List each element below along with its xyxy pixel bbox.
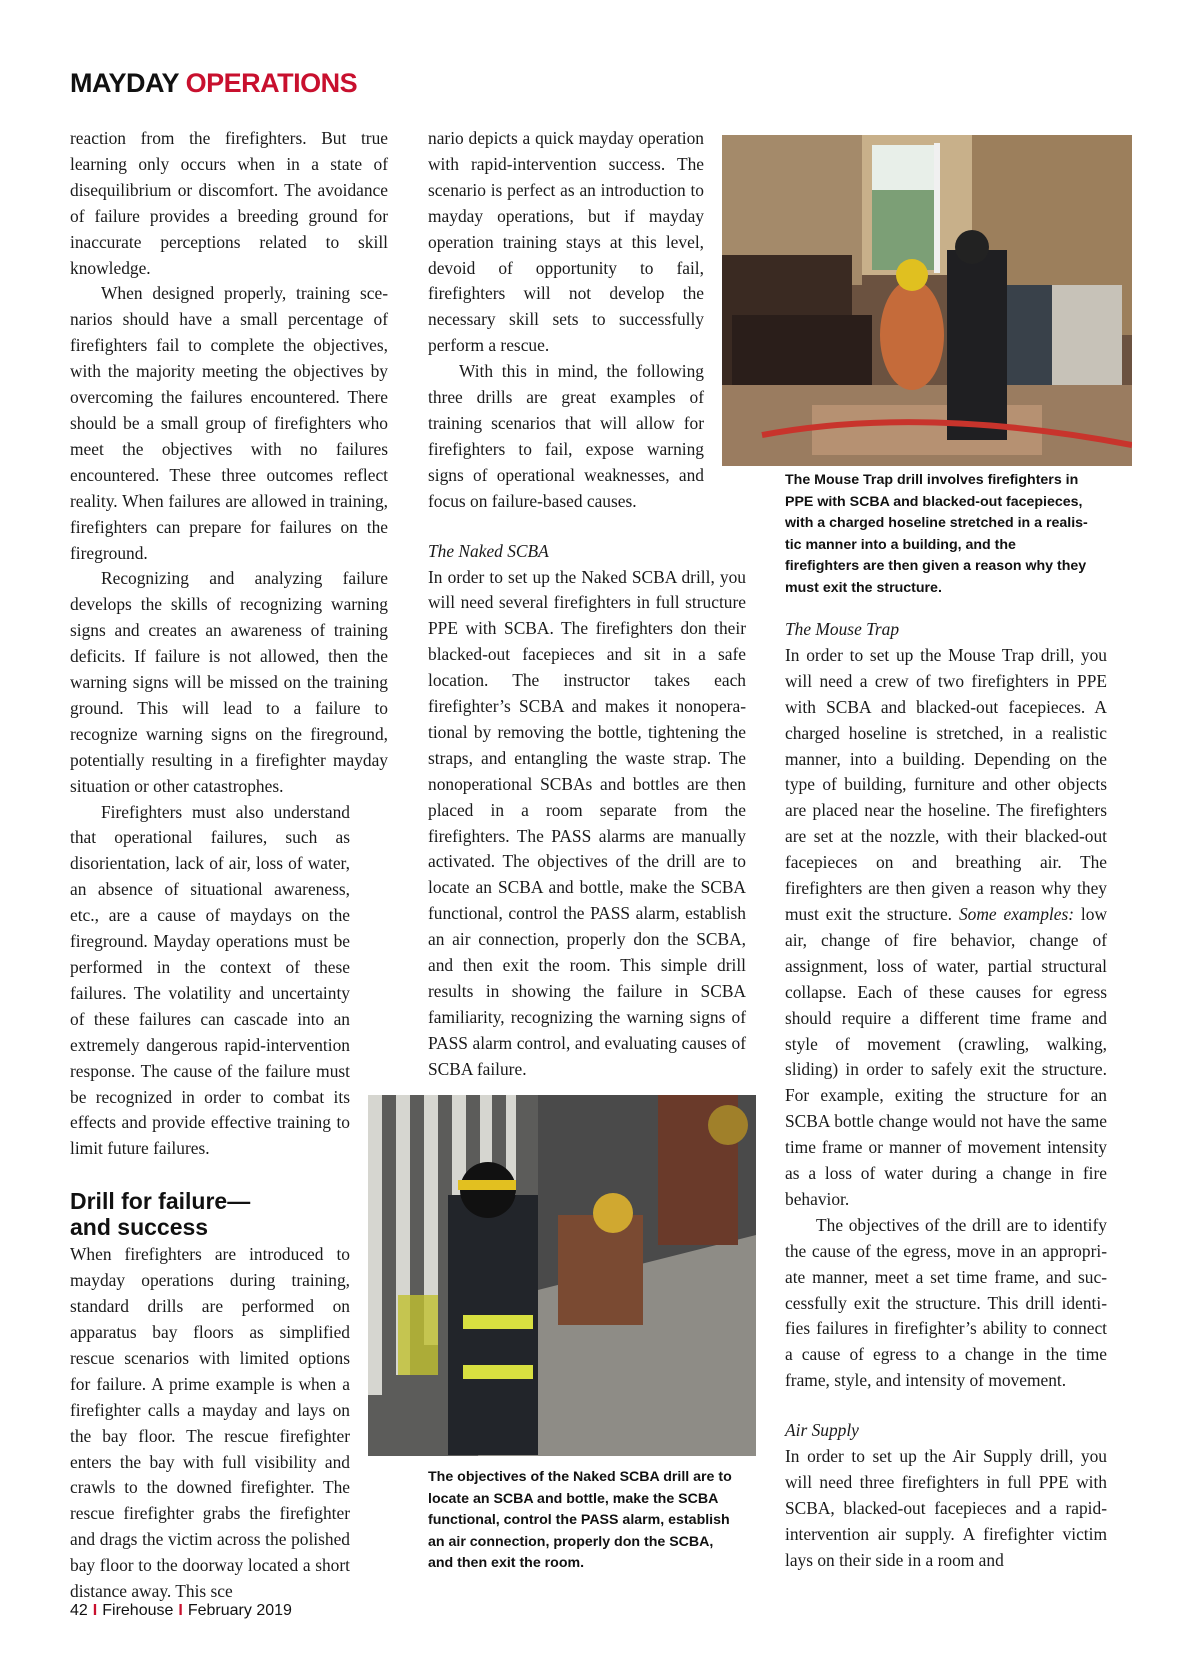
header-word-mayday: MAYDAY (70, 68, 179, 98)
body-emphasis: Some examples: (958, 903, 1075, 924)
footer-divider: I (178, 1602, 183, 1619)
body-text: In order to set up the Mouse Trap drill, you will need a crew of two firefighters in PPE with SCBA and blacked-out facepieces. A charged hoseline is stretched, in a realistic manner, into a building. Depending on the type of building, furniture and other objects are placed near the hoseline. The firefighters are set at the nozzle, with their blacked-out facepieces on and breathing air. The firefighters are then given a reason why they must exit the structure. (785, 644, 1107, 924)
section-header (70, 70, 357, 97)
magazine-name: Firehouse (102, 1602, 174, 1619)
body-paragraph: When firefighters are introduced to mayday operations during training, standard drills are performed on apparatus bay floors as simplified rescue scenarios with limited options for failure. A prime example is when a firefighter calls a mayday and lays on the bay floor. The rescue firefighter enters the bay with full visibility and crawls to the downed firefighter. The rescue firefighter grabs the firefighter and drags the victim across the polished bay floor to the doorway located a short distance away. This sce (70, 1244, 350, 1602)
body-paragraph: The objectives of the drill are to identify the cause of the egress, move in an appropriate manner, meet a set time frame, and successfully exit the structure. This drill identifies failures in firefighter’s ability to connect a cause of egress to a change in the time frame, style, and intensity of movement. (785, 1214, 1107, 1391)
page-footer (70, 1601, 292, 1621)
footer-divider: I (92, 1602, 98, 1619)
article-column-1 (70, 126, 388, 1605)
subheading-air-supply: Air Supply (785, 1420, 859, 1441)
body-paragraph: nario depicts a quick mayday operation with rapid-intervention success. The scenario is perfect as an introduction to mayday operations, but if mayday operation training stays at this level, devoid of opportunity to fail, firefighters will not develop the necessary skill sets to successfully perform a rescue. (428, 128, 704, 356)
section-heading: Drill for failure— and success (70, 1188, 251, 1241)
photo-naked-scba-image (368, 1095, 756, 1456)
body-paragraph: In order to set up the Air Supply drill, you will need three firefighters in full PPE with SCBA, blacked-out facepieces and a rapid-intervention air supply. A firefighter victim lays on their side in a room and (785, 1446, 1107, 1570)
issue-date: February 2019 (187, 1602, 292, 1619)
photo-mouse-trap-image (722, 135, 1132, 466)
body-paragraph: When designed properly, training scenarios should have a small percentage of firefighters fail to complete the objectives, with the majority meeting the objectives by overcoming the failures encountered. There should be a small group of firefighters who meet the objectives with no failures encountered. These three outcomes reflect reality. When failures are allowed in training, firefighters can prepare for failures on the fireground. (70, 283, 388, 563)
body-paragraph: Firefighters must also understand that operational failures, such as disorientation, lack of air, loss of water, an absence of situational awareness, etc., are a cause of maydays on the fireground. Mayday operations must be performed in the context of these failures. The volatility and uncertainty of these failures can cascade into an extremely dangerous rapid-intervention response. The cause of the failure must be recognized in order to combat its effects and provide effective training to limit future failures. (70, 801, 350, 1159)
page-number: 42 (70, 1602, 88, 1619)
body-paragraph: Recognizing and analyzing failure develops the skills of recognizing warning signs and creates an awareness of training deficits. If failure is not allowed, then the warning signs will be missed on the training ground. This will lead to a failure to recognize warning signs on the fireground, potentially resulting in a firefighter mayday situation or other catastrophes. (70, 568, 388, 796)
body-text: low air, change of fire behavior, change of assignment, loss of water, partial structural collapse. Each of these causes for egress should require a different time frame and style of movement (crawling, walking, sliding) in order to safely exit the structure. For example, exiting the structure for an SCBA bottle change would not have the same time frame or manner of movement intensity as a loss of water during a change in fire behavior. (785, 903, 1108, 1209)
photo-mouse-trap-drill (722, 135, 1132, 466)
header-word-operations: OPERATIONS (185, 68, 358, 98)
photo-caption-mouse-trap: The Mouse Trap drill involves firefighters in PPE with SCBA and blacked-out facepieces, with a charged hoseline stretched in a realistic manner into a building, and the firefighters are then given a reason why they must exit the structure. (785, 472, 1088, 596)
body-paragraph: In order to set up the Naked SCBA drill, you will need several firefighters in full structure PPE with SCBA. The firefighters don their blacked-out facepieces and sit in a safe location. The instructor takes each firefighter’s SCBA and makes it nonoperational by removing the bottle, tightening the straps, and entangling the waste strap. The nonoperational SCBAs and bottles are then placed in a room separate from the firefighters. The PASS alarms are manually activated. The objectives of the drill are to locate an SCBA and bottle, make the SCBA functional, control the PASS alarm, establish an air connection, properly don the SCBA, and then exit the room. This simple drill results in showing the failure in SCBA familiarity, recognizing the warning signs of PASS alarm control, and evaluating causes of SCBA failure. (428, 566, 746, 1079)
subheading-naked-scba: The Naked SCBA (428, 540, 549, 561)
photo-naked-scba-drill (368, 1095, 756, 1456)
photo-caption-naked-scba: The objectives of the Naked SCBA drill are to locate an SCBA and bottle, make the SCBA functional, control the PASS alarm, establish an air connection, properly don the SCBA, and then exit the room. (428, 1469, 732, 1571)
body-paragraph (785, 643, 1107, 1213)
subheading-mouse-trap: The Mouse Trap (785, 619, 900, 639)
article-column-2 (428, 126, 746, 1083)
article-column-3 (785, 617, 1107, 1574)
body-paragraph: reaction from the firefighters. But true learning only occurs when in a state of disequilibrium or discomfort. The avoidance of failure provides a breeding ground for inaccurate perceptions related to skill knowledge. (70, 128, 388, 278)
body-paragraph: With this in mind, the following three drills are great examples of training scenarios that will allow for firefighters to fail, expose warning signs of operational weaknesses, and focus on failure-based causes. (428, 361, 704, 511)
